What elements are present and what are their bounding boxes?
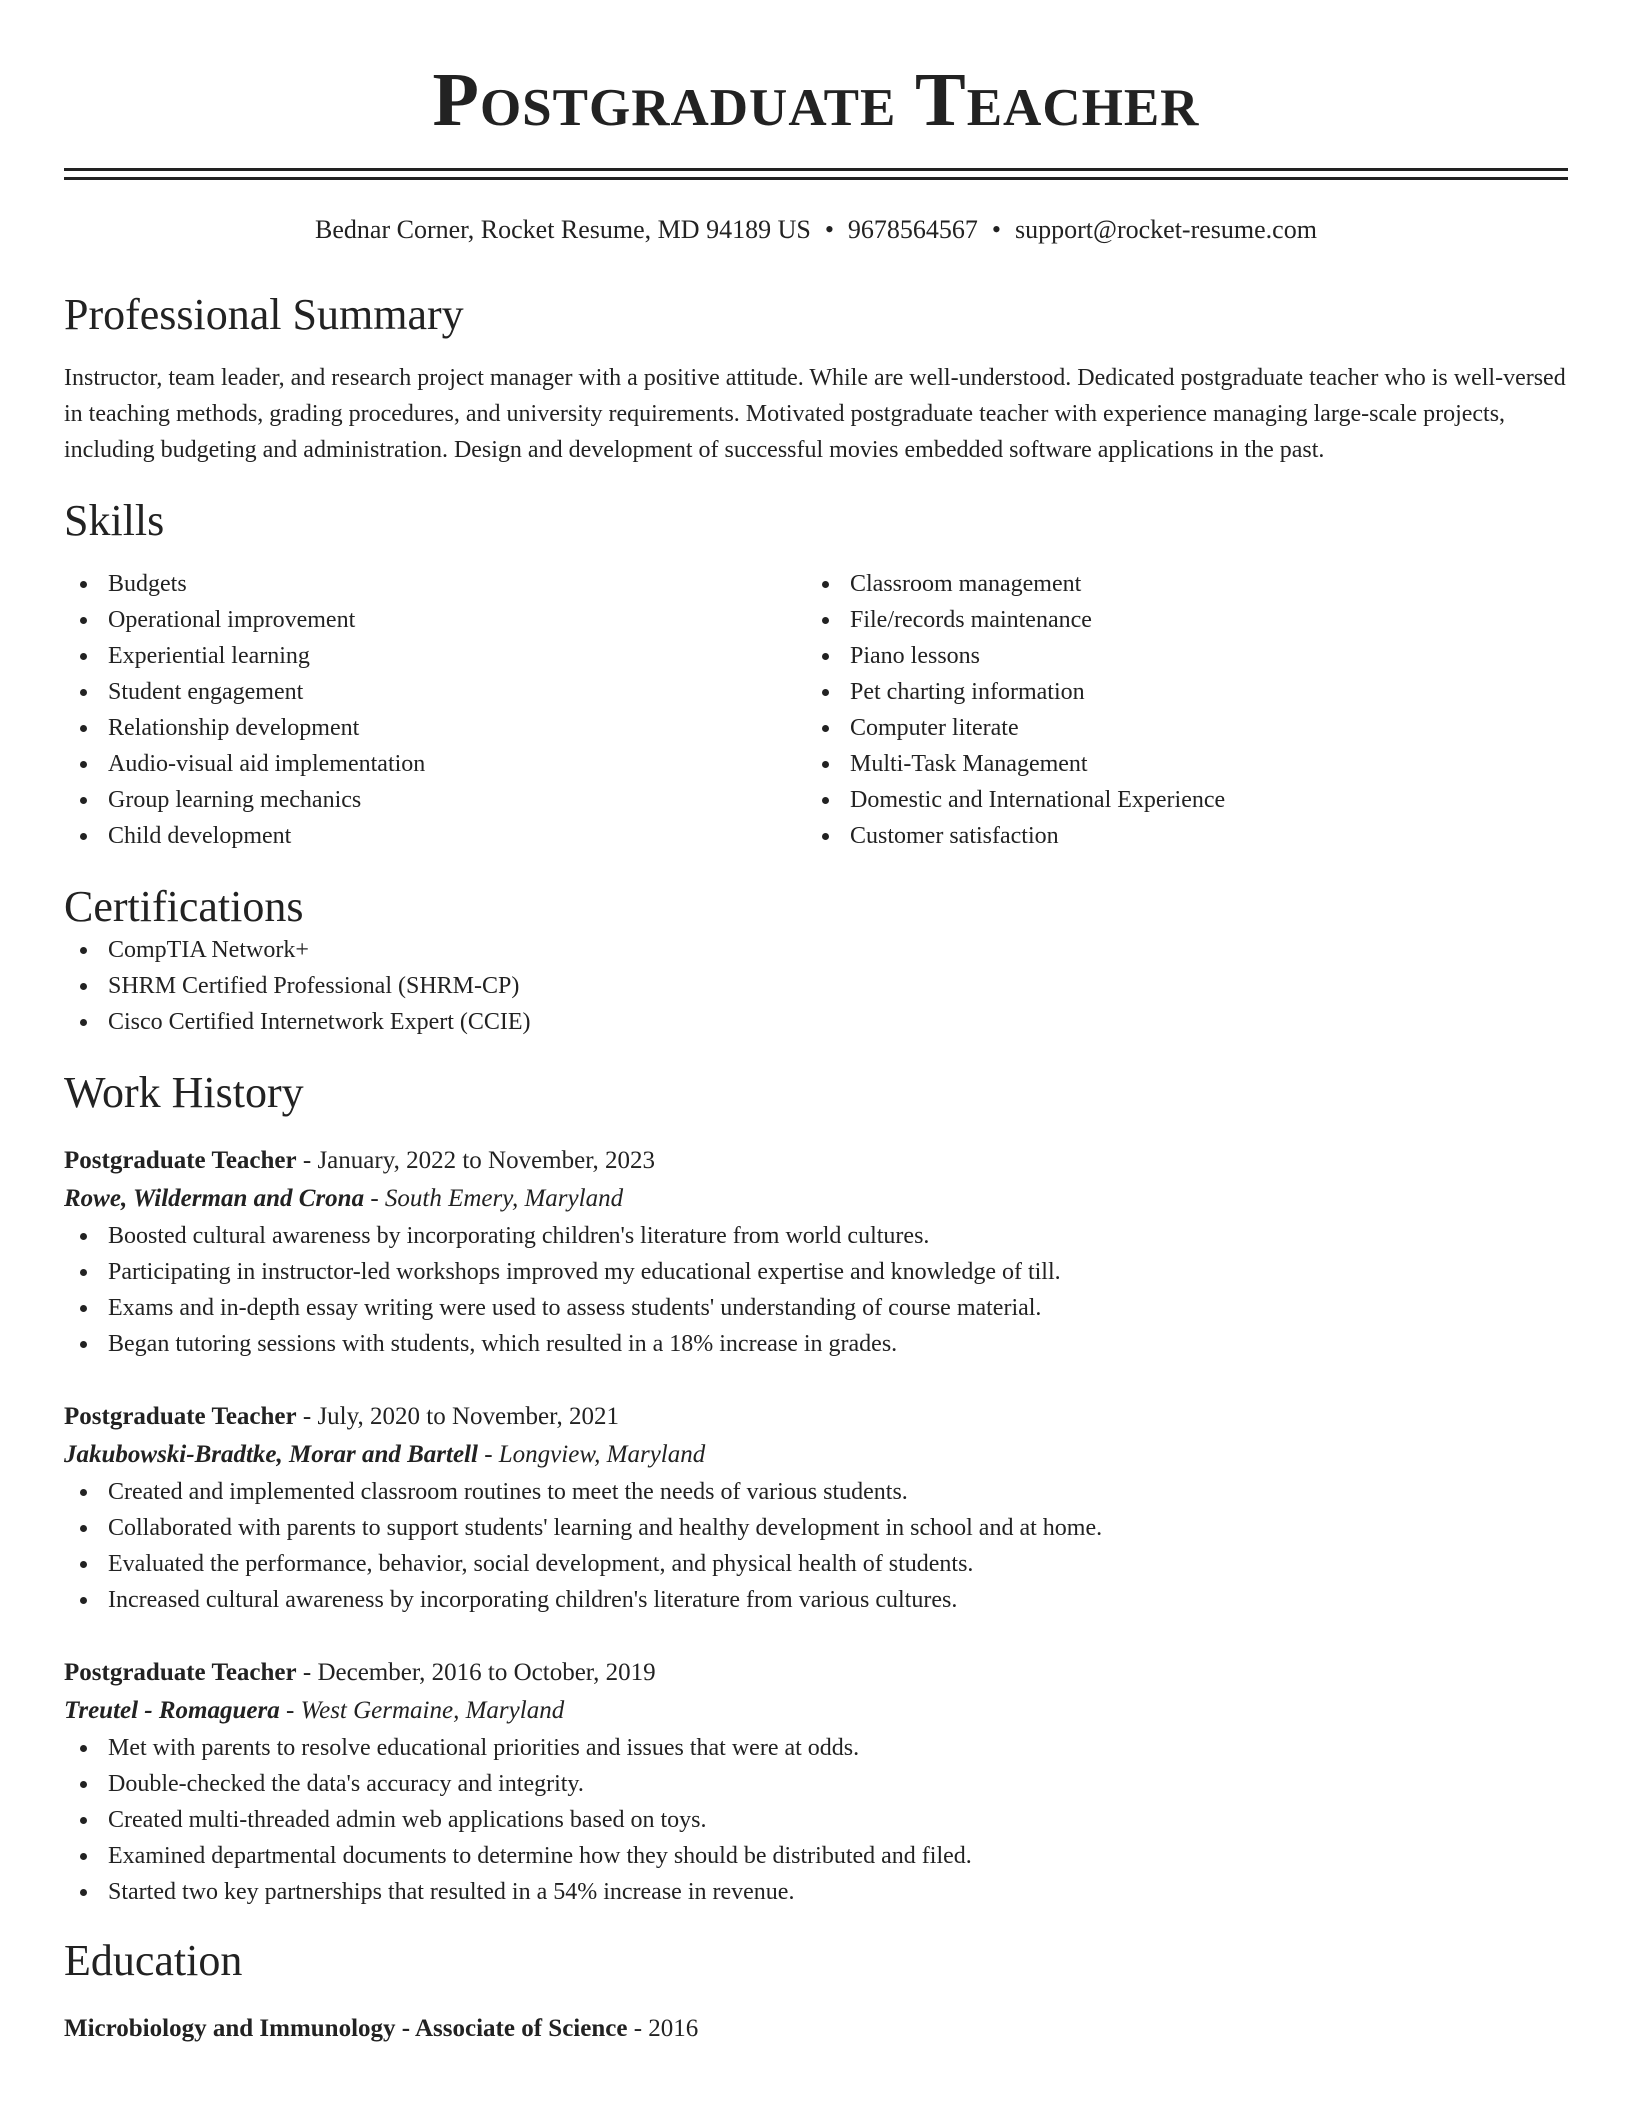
job-bullet-list bbox=[64, 1474, 1568, 1618]
certification-item: Cisco Certified Internetwork Expert (CCIE) bbox=[64, 1004, 1568, 1040]
skill-item: Operational improvement bbox=[64, 602, 806, 638]
skill-item: Computer literate bbox=[806, 710, 1548, 746]
education-entry bbox=[64, 2010, 1568, 2048]
job-bullet-item: Boosted cultural awareness by incorporating children's literature from world cultures. bbox=[64, 1218, 1568, 1254]
skill-item: Relationship development bbox=[64, 710, 806, 746]
work-history-list bbox=[64, 1142, 1568, 1910]
job-bullet-item: Created multi-threaded admin web applications based on toys. bbox=[64, 1802, 1568, 1838]
job-role: Postgraduate Teacher bbox=[64, 1659, 297, 1686]
contact-separator: • bbox=[824, 215, 834, 244]
skill-item: Customer satisfaction bbox=[806, 818, 1548, 854]
certifications-list bbox=[64, 932, 1568, 1040]
job-bullet-item: Began tutoring sessions with students, which resulted in a 18% increase in grades. bbox=[64, 1326, 1568, 1362]
job-role: Postgraduate Teacher bbox=[64, 1403, 297, 1430]
job-company-line bbox=[64, 1180, 1568, 1218]
job-title-line bbox=[64, 1142, 1568, 1180]
contact-phone: 9678564567 bbox=[847, 215, 978, 244]
education-year: - 2016 bbox=[627, 2015, 699, 2042]
job-dates: - January, 2022 to November, 2023 bbox=[296, 1147, 656, 1174]
skill-item: Student engagement bbox=[64, 674, 806, 710]
skill-item: Classroom management bbox=[806, 566, 1548, 602]
certifications-heading: Certifications bbox=[64, 882, 304, 931]
certification-item: SHRM Certified Professional (SHRM-CP) bbox=[64, 968, 1568, 1004]
contact-address: Bednar Corner, Rocket Resume, MD 94189 US bbox=[315, 215, 811, 244]
job-bullet-item: Created and implemented classroom routines to meet the needs of various students. bbox=[64, 1474, 1568, 1510]
candidate-name: Postgraduate Teacher bbox=[432, 58, 1200, 142]
skill-item: Experiential learning bbox=[64, 638, 806, 674]
education-degree: Associate of Science bbox=[414, 2015, 628, 2042]
job-company: Rowe, Wilderman and Crona bbox=[64, 1185, 365, 1212]
education-heading: Education bbox=[64, 1936, 243, 1985]
job-bullet-item: Examined departmental documents to determine how they should be distributed and filed. bbox=[64, 1838, 1568, 1874]
job-bullet-item: Started two key partnerships that resulted in a 54% increase in revenue. bbox=[64, 1874, 1568, 1910]
job-bullet-list bbox=[64, 1730, 1568, 1910]
summary-text: Instructor, team leader, and research project manager with a positive attitude. While are well-understood. Dedicated postgraduate teacher who is well-versed in teaching methods, grading procedures, and university requirements. Motivated postgraduate teacher with experience managing large-scale projects, including budgeting and administration. Design and development of successful movies embedded software applications in the past. bbox=[64, 365, 1566, 463]
education-separator: - bbox=[395, 2015, 415, 2042]
skill-item: Budgets bbox=[64, 566, 806, 602]
job-bullet-item: Double-checked the data's accuracy and integrity. bbox=[64, 1766, 1568, 1802]
job-location: - South Emery, Maryland bbox=[364, 1185, 624, 1212]
work-history-heading: Work History bbox=[64, 1068, 304, 1117]
job-bullet-item: Collaborated with parents to support students' learning and healthy development in school and at home. bbox=[64, 1510, 1568, 1546]
certification-item: CompTIA Network+ bbox=[64, 932, 1568, 968]
skill-item: File/records maintenance bbox=[806, 602, 1548, 638]
skills-list-left bbox=[64, 566, 806, 854]
contact-line bbox=[64, 214, 1568, 246]
job-bullet-item: Exams and in-depth essay writing were used to assess students' understanding of course material. bbox=[64, 1290, 1568, 1326]
contact-separator: • bbox=[991, 215, 1002, 244]
job-bullet-item: Participating in instructor-led workshops improved my educational expertise and knowledge of till. bbox=[64, 1254, 1568, 1290]
skills-list-right bbox=[806, 566, 1548, 854]
job-company: Treutel - Romaguera bbox=[64, 1697, 280, 1724]
contact-email: support@rocket-resume.com bbox=[1015, 215, 1317, 244]
skills-column-right bbox=[806, 566, 1548, 854]
skill-item: Audio-visual aid implementation bbox=[64, 746, 806, 782]
skill-item: Multi-Task Management bbox=[806, 746, 1548, 782]
skills-heading: Skills bbox=[64, 496, 165, 545]
job-bullet-item: Met with parents to resolve educational priorities and issues that were at odds. bbox=[64, 1730, 1568, 1766]
job-company: Jakubowski-Bradtke, Morar and Bartell bbox=[64, 1441, 478, 1468]
skill-item: Child development bbox=[64, 818, 806, 854]
skill-item: Piano lessons bbox=[806, 638, 1548, 674]
job-entry bbox=[64, 1142, 1568, 1362]
job-entry bbox=[64, 1398, 1568, 1618]
skill-item: Pet charting information bbox=[806, 674, 1548, 710]
skills-column-left bbox=[64, 566, 806, 854]
job-bullet-list bbox=[64, 1218, 1568, 1362]
job-bullet-item: Evaluated the performance, behavior, social development, and physical health of students. bbox=[64, 1546, 1568, 1582]
skills-grid bbox=[64, 566, 1568, 854]
skill-item: Domestic and International Experience bbox=[806, 782, 1548, 818]
job-dates: - December, 2016 to October, 2019 bbox=[296, 1659, 656, 1686]
education-field: Microbiology and Immunology bbox=[64, 2015, 396, 2042]
job-bullet-item: Increased cultural awareness by incorporating children's literature from various cultures. bbox=[64, 1582, 1568, 1618]
job-location: - Longview, Maryland bbox=[477, 1441, 706, 1468]
job-title-line bbox=[64, 1654, 1568, 1692]
job-title-line bbox=[64, 1398, 1568, 1436]
header-divider bbox=[64, 168, 1568, 180]
skill-item: Group learning mechanics bbox=[64, 782, 806, 818]
job-company-line bbox=[64, 1436, 1568, 1474]
job-entry bbox=[64, 1654, 1568, 1910]
summary-heading: Professional Summary bbox=[64, 290, 464, 339]
job-company-line bbox=[64, 1692, 1568, 1730]
job-role: Postgraduate Teacher bbox=[64, 1147, 297, 1174]
job-location: - West Germaine, Maryland bbox=[279, 1697, 565, 1724]
job-dates: - July, 2020 to November, 2021 bbox=[296, 1403, 619, 1430]
